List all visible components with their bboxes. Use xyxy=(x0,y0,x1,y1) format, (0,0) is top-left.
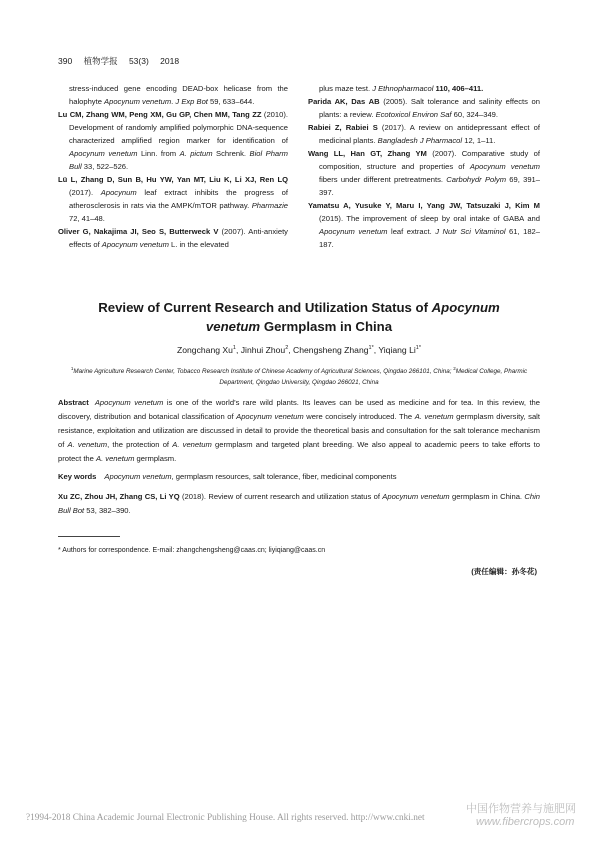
author: Zongchang Xu xyxy=(177,345,233,355)
reference-item: Rabiei Z, Rabiei S (2017). A review on antidepressant effect of medicinal plants. Bangladesh J Pharmacol 12, 1–11. xyxy=(308,123,540,145)
reference-item: Yamatsu A, Yusuke Y, Maru I, Yang JW, Tatsuzaki J, Kim M (2015). The improvement of sleep by oral intake of GABA and Apocynum venetum leaf extract. J Nutr Sci Vitaminol 61, 182–187. xyxy=(308,201,540,249)
reference-item: Lü L, Zhang D, Sun B, Hu YW, Yan MT, Liu K, Li XJ, Ren LQ (2017). Apocynum leaf extract inhibits the progress of atherosclerosis in rats via the AMPK/mTOR pathway. Pharmazie 72, 41–48. xyxy=(58,175,289,223)
page-number: 390 xyxy=(58,56,73,66)
affiliations: $^1$Marine Agriculture Research Center, Tobacco Research Institute of Chinese Academy of Agricultural Sciences, Qingdao 266101, China; $^2$Medical College, Pharmic Department, Qingdao University, Qingdao 266021, China xyxy=(70,366,528,387)
citation: Xu ZC, Zhou JH, Zhang CS, Li YQ (2018). Review of current research and utilization status of Apocynum venetum germplasm in China. Chin Bull Bot 53, 382–390. xyxy=(58,492,540,515)
references-right-column xyxy=(308,82,540,251)
reference-item: Oliver G, Nakajima JI, Seo S, Butterweck V (2007). Anti-anxiety effects of Apocynum venetum L. in the elevated xyxy=(58,227,288,249)
abstract-label: Abstract xyxy=(58,398,89,407)
journal-issue: 53(3) xyxy=(128,56,149,66)
footnote-divider xyxy=(58,536,120,537)
reference-item: plus maze test. J Ethnopharmacol 110, 406–411. xyxy=(319,84,484,93)
article-title: Review of Current Research and Utilization Status of Apocynum venetum Germplasm in China xyxy=(98,300,500,334)
journal-name: 植物学报 xyxy=(83,56,118,66)
author: Jinhui Zhou xyxy=(240,345,286,355)
running-header xyxy=(58,55,188,67)
editor-note: (责任编辑：孙冬花) xyxy=(471,567,537,576)
author: Yiqiang Li xyxy=(378,345,416,355)
watermark: 中国作物营养与施肥网 www.fibercrops.com xyxy=(466,803,576,828)
reference-item: Lu CM, Zhang WM, Peng XM, Gu GP, Chen MM, Tang ZZ (2010). Development of randomly amplified polymorphic DNA-sequence characterized amplified region marker for identification of Apocynum venetum Linn. from A. pictum Schrenk. Biol Pharm Bull 33, 522–526. xyxy=(58,110,289,171)
reference-item: Wang LL, Han GT, Zhang YM (2007). Comparative study of composition, structure and properties of Apocynum venetum fibers under different pretreatments. Carbohydr Polym 69, 391–397. xyxy=(308,149,541,197)
keywords: Key words Apocynum venetum, germplasm resources, salt tolerance, fiber, medicinal components xyxy=(58,472,397,481)
keywords-label: Key words xyxy=(58,472,97,481)
correspondence-footnote: * Authors for correspondence. E-mail: zhangchengsheng@caas.cn; liyiqiang@caas.cn xyxy=(58,547,326,554)
reference-item: stress-induced gene encoding DEAD-box helicase from the halophyte Apocynum venetum. J Exp Bot 59, 633–644. xyxy=(69,84,288,106)
copyright-line: ?1994-2018 China Academic Journal Electronic Publishing House. All rights reserved. http://www.cnki.net xyxy=(26,813,425,823)
author-list: Zongchang Xu$^1$, Jinhui Zhou$^2$, Chengsheng Zhang$^{1*}$, Yiqiang $Li^{1*}$ xyxy=(177,345,421,355)
abstract: Abstract Apocynum venetum is one of the world’s rare wild plants. Its leaves can be used as medicine and for tea. In this review, the discovery, distribution and botanical classification of Apocynum venetum were concisely introduced. The A. venetum germplasm diversity, salt resistance, exploitation and utilization are discussed in detail to provide the theoretical basis and consultation for the salt tolerance mechanism of A. venetum, the protection of A. venetum germplasm and targeted plant breeding. We also appeal to academic peers to take efforts to protect the A. venetum germplasm. xyxy=(58,398,540,463)
journal-year: 2018 xyxy=(160,56,180,66)
author: Chengsheng Zhang xyxy=(293,345,369,355)
references-left-column xyxy=(58,82,288,251)
reference-item: Parida AK, Das AB (2005). Salt tolerance and salinity effects on plants: a review. Ecotoxicol Environ Saf 60, 324–349. xyxy=(308,97,540,119)
